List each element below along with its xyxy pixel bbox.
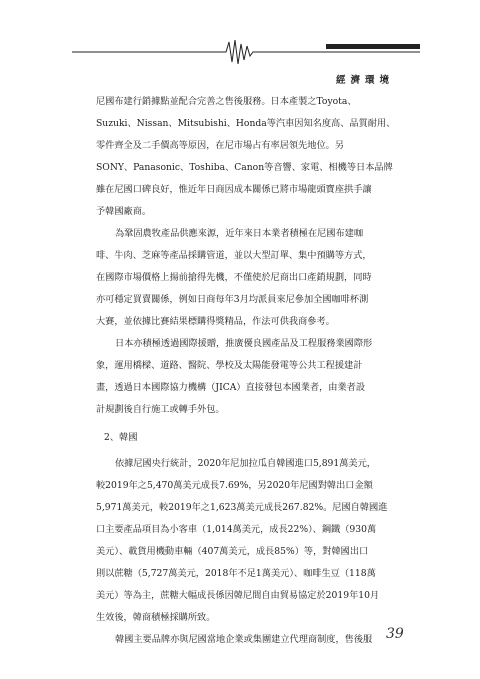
text-line: 雖在尼國口碑良好，惟近年日商因成本關係已將市場龍頭寶座拱手讓 — [96, 184, 372, 195]
text-line: Suzuki、Nissan、Mitsubishi、Honda等汽車因知名度高、品質耐用、 — [96, 118, 396, 129]
section-title: 經濟環境 — [336, 75, 395, 86]
text-line: 較2019年之5,470萬美元成長7.69%，另2020年尼國對韓出口金額 — [96, 480, 373, 491]
text-line: 亦可穩定買賣關係，例如日商每年3月均派員來尼參加全國咖啡杯測 — [96, 294, 369, 305]
text-line: 零件齊全及二手價高等原因，在尼市場占有率居領先地位。另 — [96, 140, 345, 151]
text-line: 美元）、載貨用機動車輛（407萬美元，成長85%）等，對韓國出口 — [96, 546, 369, 557]
text-line: 畫，透過日本國際協力機構（JICA）直接發包本國業者，由業者設 — [96, 382, 366, 393]
text-line: 生效後，韓商積極採購所致。 — [96, 612, 216, 623]
text-line: 5,971萬美元，較2019年之1,623萬美元成長267.82%。尼國自韓國進 — [96, 502, 388, 513]
text-line: 為鞏固農牧產品供應來源，近年來日本業者積極在尼國布建咖 — [115, 228, 364, 239]
text-line: 大賽，並依據比賽結果標購得獎精品，作法可供我商參考。 — [96, 316, 335, 327]
text-line: 尼國布建行銷據點並配合完善之售後服務。日本產製之Toyota、 — [96, 96, 357, 107]
text-line: 則以蔗糖（5,727萬美元，2018年不足1萬美元）、咖啡生豆（118萬 — [96, 568, 376, 579]
text-line: 予韓國廠商。 — [96, 206, 152, 217]
text-line: 計規劃後自行施工或轉手外包。 — [96, 404, 225, 415]
page-number: 39 — [386, 626, 404, 642]
text-line: 韓國主要品牌亦與尼國當地企業或集團建立代理商制度，售後服 — [115, 634, 373, 645]
text-line: 象，運用橋樑、道路、醫院、學校及太陽能發電等公共工程援建計 — [96, 360, 363, 371]
text-line: 依據尼國央行統計，2020年尼加拉瓜自韓國進口5,891萬美元， — [115, 458, 376, 469]
section-heading: 2、韓國 — [104, 432, 138, 443]
text-line: 在國際市場價格上揚前搶得先機，不僅使於尼商出口產銷規劃，同時 — [96, 272, 372, 283]
text-line: SONY、Panasonic、Toshiba、Canon等音響、家電、相機等日本品牌 — [96, 162, 393, 173]
text-line: 日本亦積極透過國際援贈，推廣優良國產品及工程服務業國際形 — [115, 338, 373, 349]
text-line: 口主要產品項目為小客車（1,014萬美元，成長22%）、鋼鐵（930萬 — [96, 524, 377, 535]
text-line: 美元）等為主，蔗糖大幅成長係因韓尼間自由貿易協定於2019年10月 — [96, 590, 380, 601]
text-line: 啡、牛肉、芝麻等產品採購管道，並以大型訂單、集中預購等方式， — [96, 250, 372, 261]
